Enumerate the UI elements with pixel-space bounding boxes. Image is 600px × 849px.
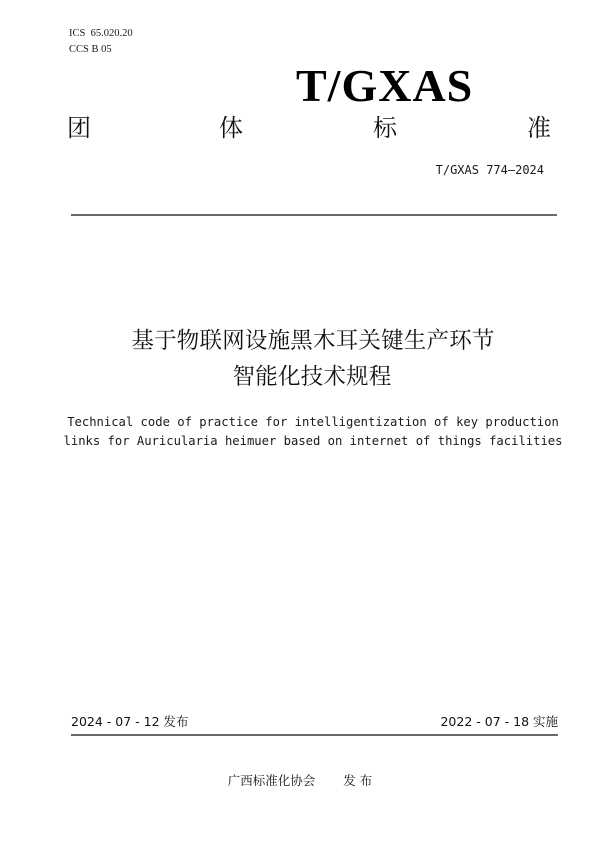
english-title-line-1: Technical code of practice for intelligentization of key production bbox=[67, 415, 559, 429]
ics-code: ICS 65.020.20 bbox=[69, 28, 133, 39]
chinese-title-line-1: 基于物联网设施黑木耳关键生产环节 bbox=[131, 328, 495, 354]
bottom-divider bbox=[71, 734, 558, 736]
standard-type-char-4: 准 bbox=[527, 114, 551, 142]
standard-type-char-3: 标 bbox=[373, 114, 397, 142]
standard-type-char-2: 体 bbox=[219, 114, 243, 142]
chinese-title-line-2: 智能化技术规程 bbox=[232, 364, 392, 390]
publisher-action: 发 布 bbox=[343, 773, 373, 788]
organization-logo: T/GXAS bbox=[296, 60, 474, 111]
english-title-line-2: links for Auricularia heimuer based on internet of things facilities bbox=[63, 434, 563, 448]
standard-type-char-1: 团 bbox=[67, 114, 91, 142]
issue-date: 2024 - 07 - 12 发布 bbox=[71, 714, 189, 729]
implementation-date: 2022 - 07 - 18 实施 bbox=[440, 714, 558, 729]
standard-number: T/GXAS 774—2024 bbox=[435, 163, 544, 177]
publisher-line bbox=[0, 772, 600, 790]
ccs-code: CCS B 05 bbox=[69, 44, 112, 55]
publisher-organization: 广西标准化协会 bbox=[227, 773, 316, 788]
top-divider bbox=[71, 214, 557, 216]
